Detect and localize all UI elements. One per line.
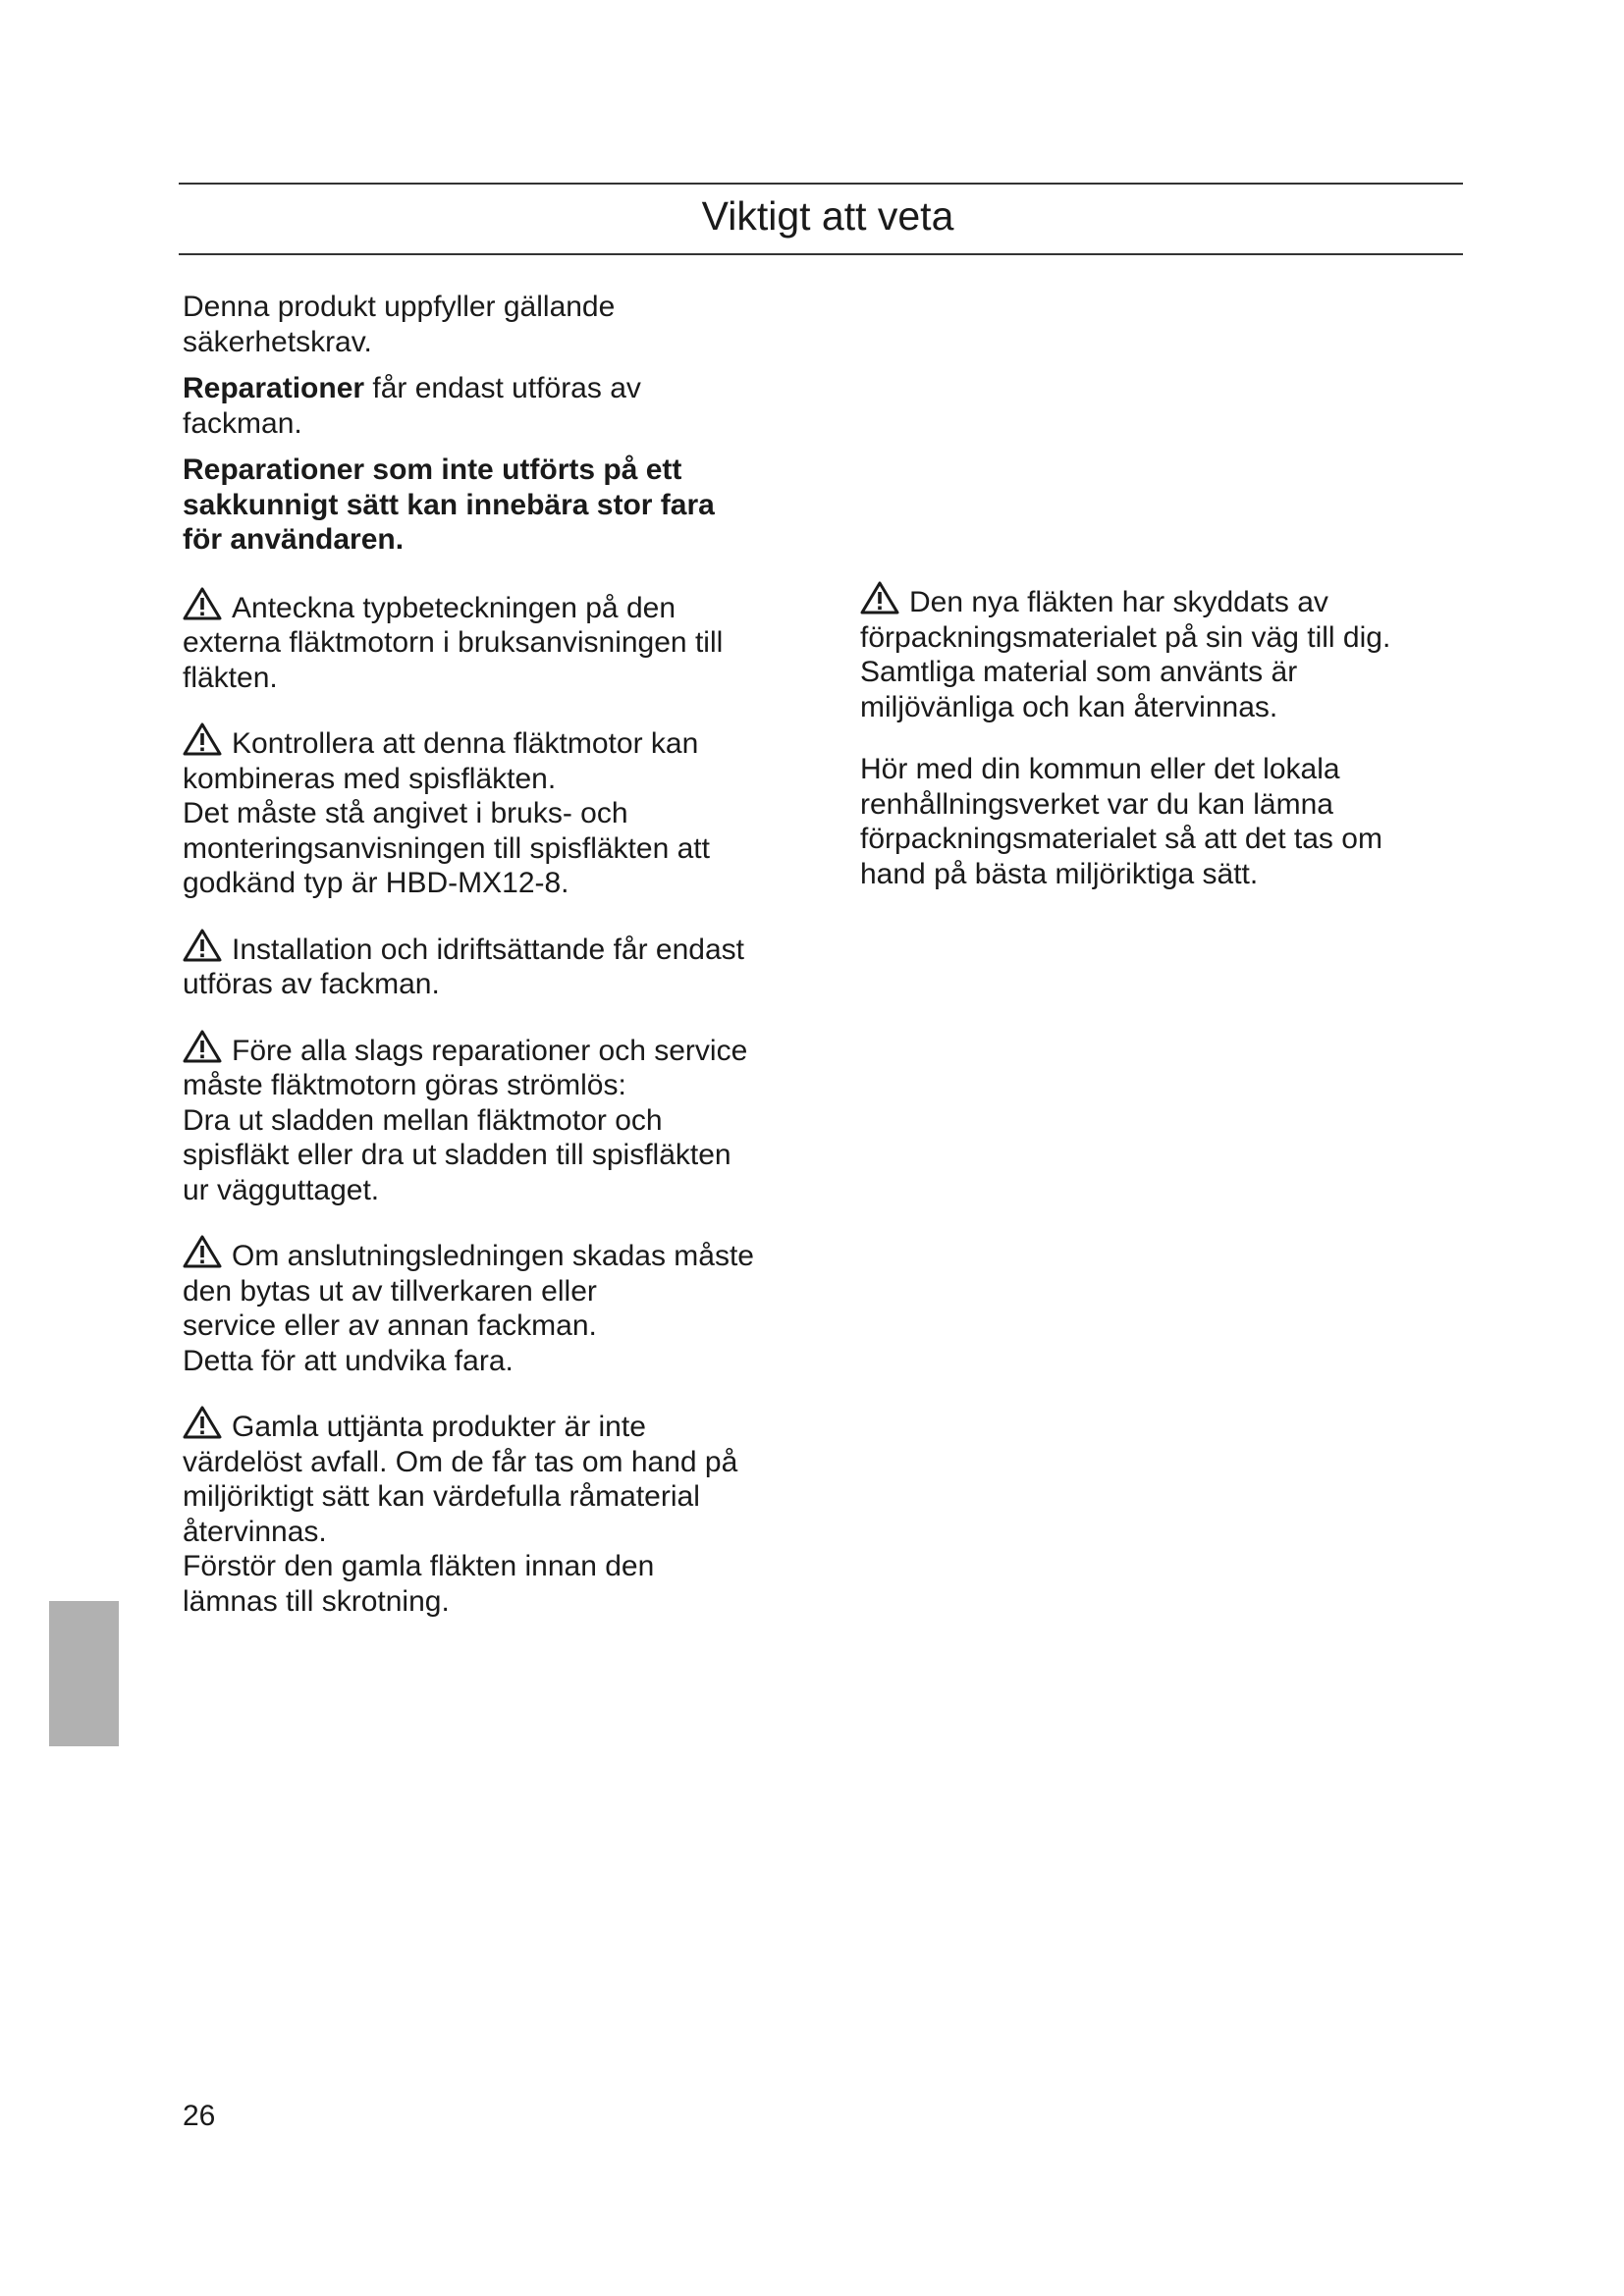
- warning-triangle-icon: [183, 722, 222, 756]
- warning-line: värdelöst avfall. Om de får tas om hand på: [183, 1445, 738, 1478]
- warning-line: återvinnas.: [183, 1515, 327, 1548]
- warning-line: lämnas till skrotning.: [183, 1584, 450, 1618]
- repair-paragraph: [183, 371, 811, 441]
- warning-line: Före alla slags reparationer och service: [183, 1030, 811, 1069]
- warning-line: externa fläktmotorn i bruksanvisningen till: [183, 626, 724, 659]
- warning-line: Samtliga material som använts är: [860, 656, 1298, 688]
- warning-line: spisfläkt eller dra ut sladden till spisfläkten: [183, 1139, 731, 1171]
- warning-line: ur vägguttaget.: [183, 1173, 380, 1206]
- repair-bold-label: Reparationer: [183, 372, 365, 404]
- warning-line: kombineras med spisfläkten.: [183, 762, 557, 795]
- warning-line: godkänd typ är HBD-MX12-8.: [183, 867, 569, 899]
- right-column: [860, 581, 1449, 919]
- warning-triangle-icon: [183, 1406, 222, 1439]
- warning-block-installation: [183, 929, 811, 1002]
- warning-triangle-icon: [860, 581, 899, 614]
- note-line: Hör med din kommun eller det lokala: [860, 753, 1340, 785]
- language-side-tab: [49, 1601, 119, 1746]
- warning-line: Detta för att undvika fara.: [183, 1344, 514, 1377]
- intro-paragraph: Denna produkt uppfyller gällande säkerhetskrav.: [183, 291, 616, 358]
- warning-line: Dra ut sladden mellan fläktmotor och: [183, 1103, 663, 1137]
- danger-paragraph: Reparationer som inte utförts på ett sakkunnigt sätt kan innebära stor fara för användaren.: [183, 454, 715, 556]
- warning-line: miljövänliga och kan återvinnas.: [860, 690, 1278, 723]
- warning-line: Förstör den gamla fläkten innan den: [183, 1550, 655, 1582]
- warning-line: Gamla uttjänta produkter är inte: [183, 1406, 811, 1445]
- warning-block-power-off: [183, 1030, 811, 1208]
- warning-line: miljöriktigt sätt kan värdefulla råmaterial: [183, 1480, 700, 1513]
- note-line: hand på bästa miljöriktiga sätt.: [860, 857, 1259, 890]
- header-rule-bottom: [179, 253, 1463, 255]
- warning-line: måste fläktmotorn göras strömlös:: [183, 1069, 626, 1101]
- warning-block-compatibility: [183, 722, 811, 901]
- warning-line: Kontrollera att denna fläktmotor kan: [183, 722, 811, 762]
- warning-triangle-icon: [183, 1235, 222, 1268]
- left-column: [183, 290, 811, 1646]
- warning-line: den bytas ut av tillverkaren eller: [183, 1274, 597, 1308]
- warning-line: fläkten.: [183, 661, 278, 694]
- page-title: Viktigt att veta: [701, 193, 954, 239]
- warning-line: service eller av annan fackman.: [183, 1309, 597, 1342]
- warning-line: monteringsanvisningen till spisfläkten att: [183, 831, 710, 865]
- warning-triangle-icon: [183, 1030, 222, 1063]
- repair-text: får endast utföras av fackman.: [183, 372, 641, 440]
- warning-triangle-icon: [183, 587, 222, 620]
- warning-line: förpackningsmaterialet på sin väg till dig.: [860, 620, 1391, 654]
- warning-line: Anteckna typbeteckningen på den: [183, 587, 811, 626]
- warning-line: Den nya fläkten har skyddats av: [860, 581, 1449, 620]
- warning-line: Installation och idriftsättande får endast: [183, 929, 811, 968]
- warning-triangle-icon: [183, 929, 222, 962]
- warning-line: Det måste stå angivet i bruks- och: [183, 797, 628, 829]
- note-line: renhållningsverket var du kan lämna: [860, 787, 1333, 821]
- warning-block-cable-damage: [183, 1235, 811, 1378]
- warning-block-type-designation: [183, 587, 811, 696]
- warning-block-disposal: [183, 1406, 811, 1619]
- page-number: 26: [183, 2100, 216, 2132]
- warning-line: Om anslutningsledningen skadas måste: [183, 1235, 811, 1274]
- note-line: förpackningsmaterialet så att det tas om: [860, 823, 1382, 855]
- warning-block-packaging: [860, 581, 1449, 724]
- recycling-note: [860, 752, 1449, 891]
- warning-line: utföras av fackman.: [183, 968, 440, 1000]
- header-rule-top: [179, 183, 1463, 185]
